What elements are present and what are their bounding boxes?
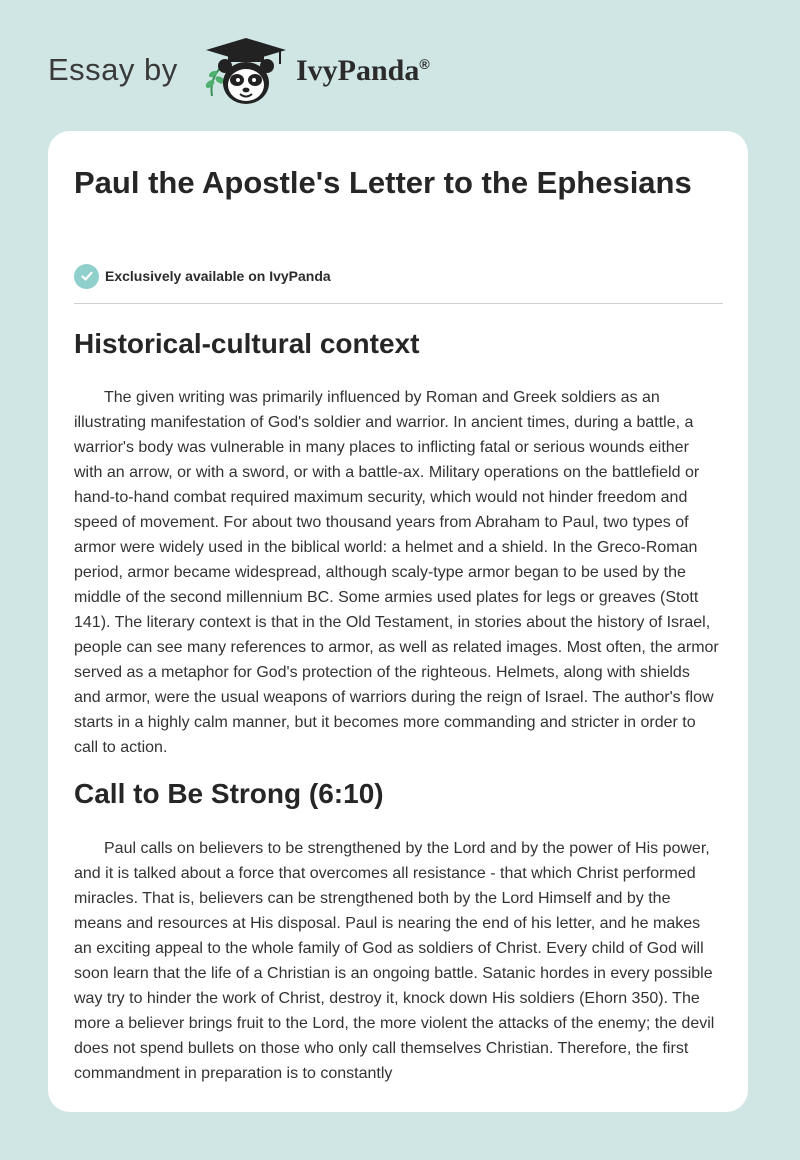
divider — [74, 303, 723, 304]
section-heading-historical-context: Historical-cultural context — [74, 328, 420, 359]
brand-prefix: Essay by — [48, 52, 178, 87]
essay-title: Paul the Apostle's Letter to the Ephesians — [74, 165, 692, 200]
brand-name — [296, 54, 430, 88]
essay-card — [48, 131, 748, 1112]
brand-header — [48, 30, 488, 110]
checkmark-icon — [74, 264, 99, 289]
section-paragraph-call-to-be-strong: Paul calls on believers to be strengthened by the Lord and by the power of His power, and it is talked about a force that overcomes all resistance - that which Christ performed miracles. That is, believers can be strengthened both by the Lord Himself and by the means and resources at His disposal. Paul is nearing the end of his letter, and he makes an exciting appeal to the whole family of God as soldiers of Christ. Every child of God will soon learn that the life of a Christian is an ongoing battle. Satanic hordes in every possible way try to hinder the work of Christ, destroy it, knock down His soldiers (Ehorn 350). The more a believer brings fruit to the Lord, the more violent the attacks of the enemy; the devil does not spend bullets on those who only call themselves Christian. Therefore, the first commandment in preparation is to constantly — [74, 840, 715, 1082]
brand-name-text: IvyPanda — [296, 54, 420, 87]
section-paragraph-historical-context: The given writing was primarily influenced by Roman and Greek soldiers as an illustrating manifestation of God's soldier and warrior. In ancient times, during a battle, a warrior's body was vulnerable in many places to inflicting fatal or serious wounds either with an arrow, or with a sword, or with a battle-ax. Military operations on the battlefield or hand-to-hand combat required maximum security, which would not hinder freedom and speed of movement. For about two thousand years from Abraham to Paul, two types of armor were widely used in the biblical world: a helmet and a shield. In the Greco-Roman period, armor became widespread, although scaly-type armor began to be used by the middle of the second millennium BC. Some armies used plates for legs or greaves (Stott 141). The literary context is that in the Old Testament, in stories about the history of Israel, people can see many references to armor, as well as related images. Most often, the armor served as a metaphor for God's protection of the righteous. Helmets, along with shields and armor, were the usual weapons of warriors during the reign of Israel. The author's flow starts in a highly calm manner, but it becomes more commanding and stricter in order to call to action. — [74, 389, 719, 756]
registered-mark: ® — [419, 56, 430, 72]
section-heading-call-to-be-strong: Call to Be Strong (6:10) — [74, 778, 384, 809]
graduation-panda-icon — [200, 36, 292, 108]
badge-text: Exclusively available on IvyPanda — [105, 268, 331, 284]
exclusive-badge — [74, 263, 331, 289]
